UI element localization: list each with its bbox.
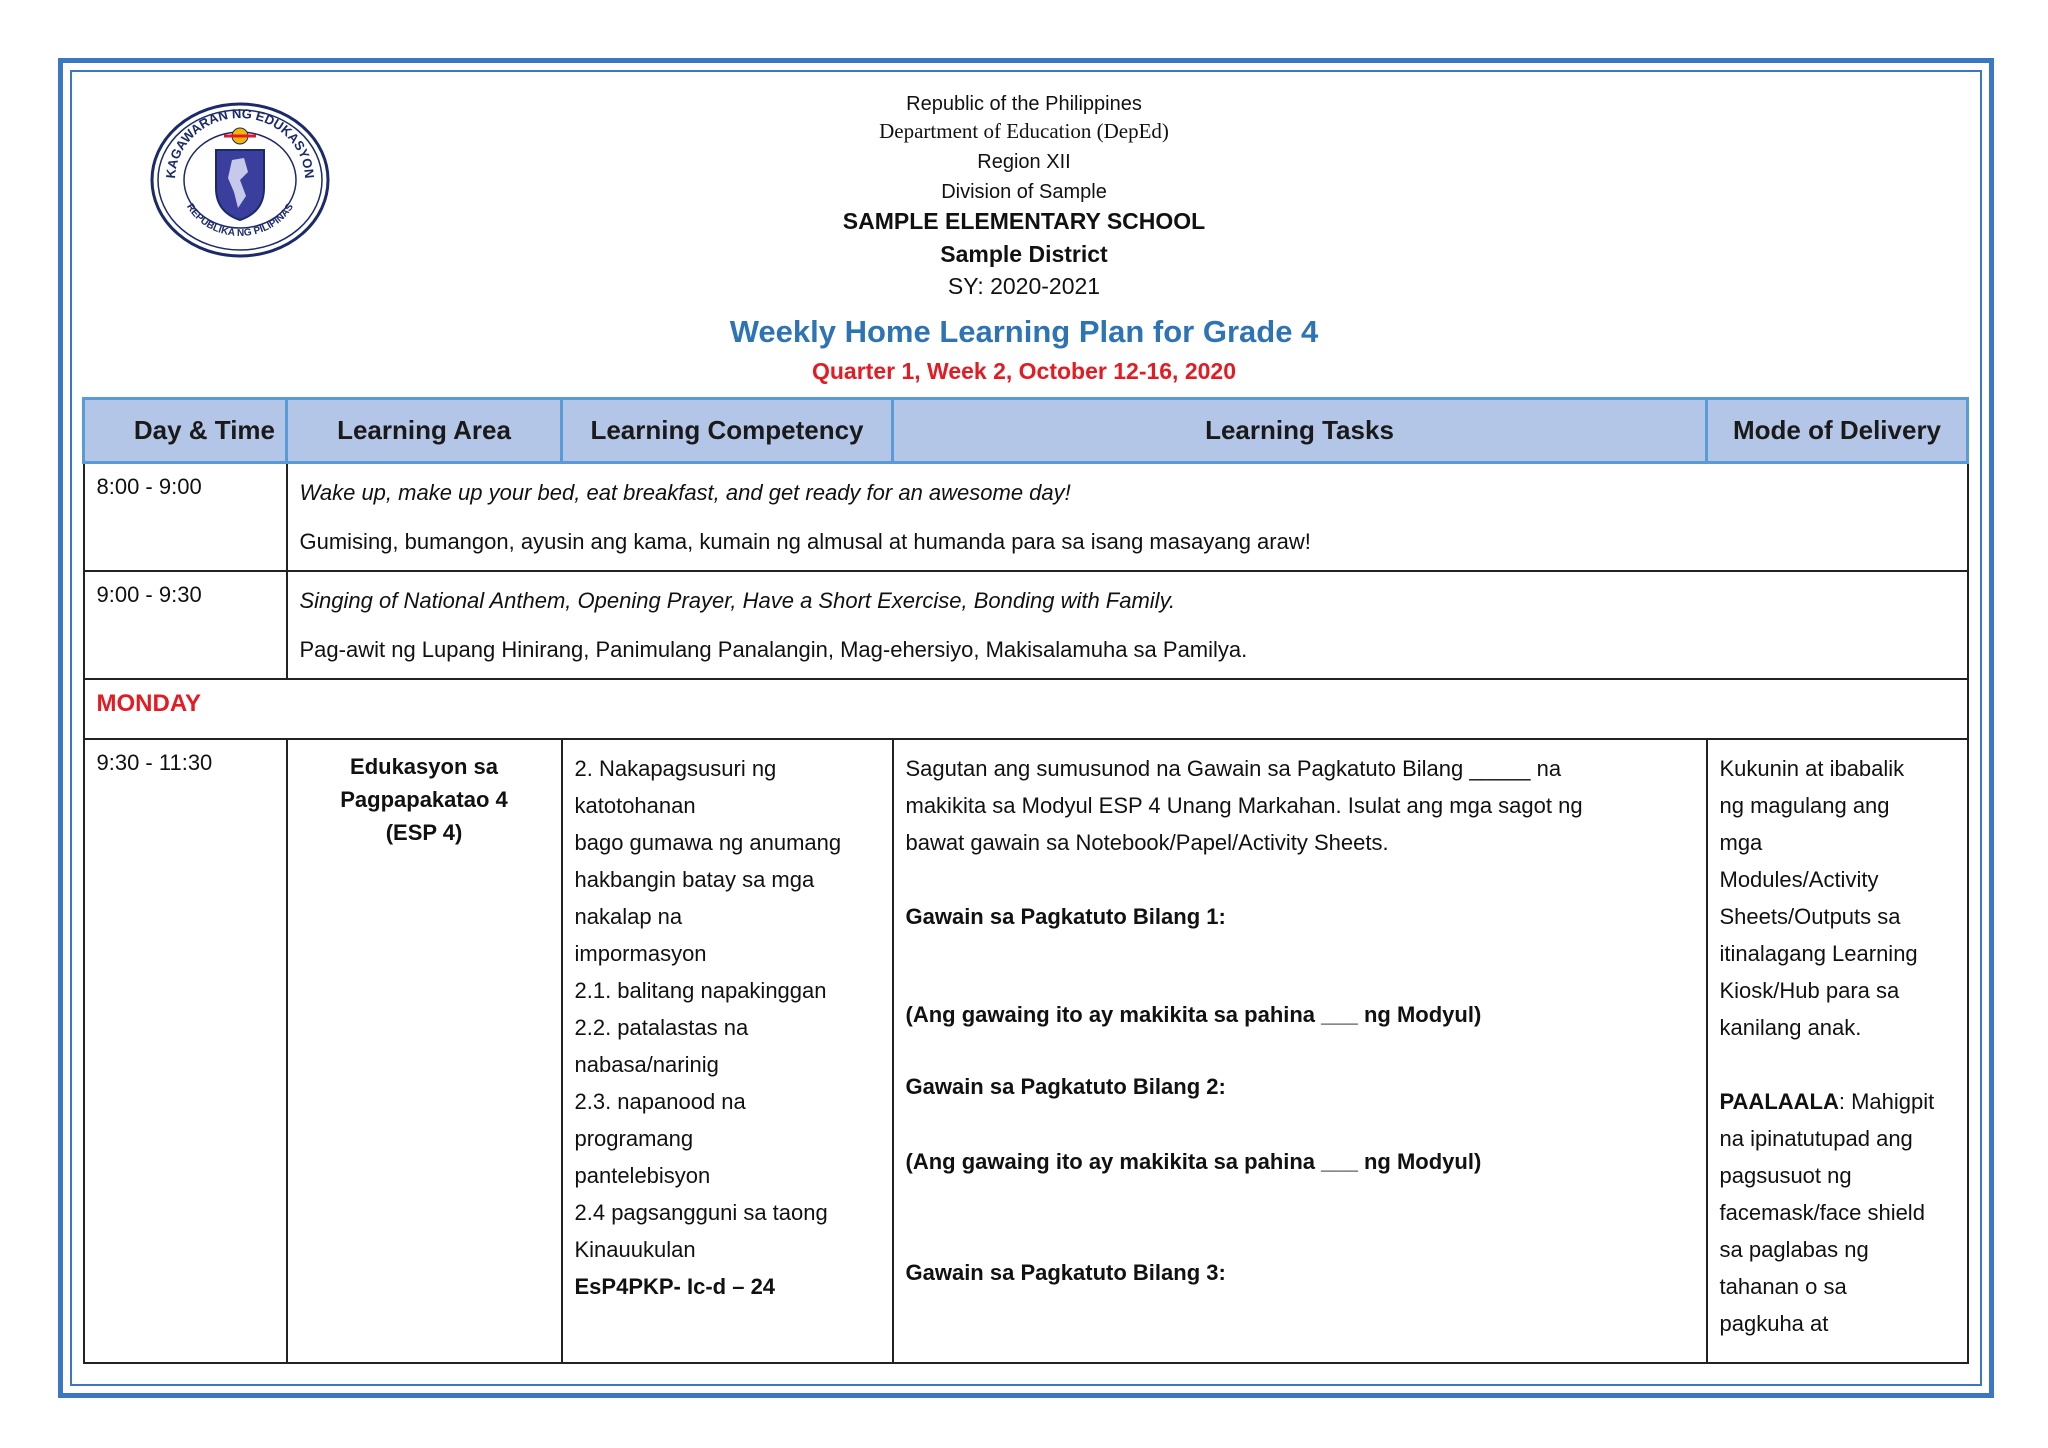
- activity-cell: [287, 571, 1968, 679]
- competency-line: Kinauukulan: [574, 1237, 696, 1262]
- header-region: Region XII: [977, 151, 1071, 173]
- table-row: [84, 679, 1968, 739]
- learning-plan-table: [82, 397, 1969, 1364]
- header-school-name: SAMPLE ELEMENTARY SCHOOL: [842, 208, 1206, 234]
- competency-line: 2.3. napanood na: [574, 1089, 746, 1114]
- header-school-year: SY: 2020-2021: [947, 273, 1101, 299]
- header-republic: Republic of the Philippines: [906, 93, 1142, 115]
- paalaala-line: pagsusuot ng: [1719, 1163, 1852, 1188]
- gawain-1-note: (Ang gawaing ito ay makikita sa pahina ___ ng Modyul): [905, 1002, 1482, 1027]
- table-header-row: [84, 399, 1968, 463]
- learning-tasks-cell: [893, 739, 1707, 1363]
- tasks-intro-line: bawat gawain sa Notebook/Papel/Activity Sheets.: [905, 830, 1389, 855]
- learning-area-cell: [287, 739, 562, 1363]
- header-department: Department of Education (DepEd): [879, 119, 1169, 143]
- seal-top-text: KAGAWARAN NG EDUKASYON: [162, 105, 318, 180]
- time-cell: 8:00 - 9:00: [84, 463, 287, 572]
- gawain-2-heading: Gawain sa Pagkatuto Bilang 2:: [905, 1074, 1226, 1099]
- delivery-line: itinalagang Learning: [1719, 941, 1918, 966]
- table-row: [84, 463, 1968, 572]
- day-label: MONDAY: [84, 679, 1968, 739]
- delivery-line: Kiosk/Hub para sa: [1719, 978, 1900, 1003]
- competency-line: bago gumawa ng anumang: [574, 830, 842, 855]
- competency-line: 2. Nakapagsusuri ng: [574, 756, 777, 781]
- competency-line: 2.1. balitang napakinggan: [574, 978, 827, 1003]
- header-learning-competency: Learning Competency: [562, 399, 893, 463]
- header-mode-of-delivery: Mode of Delivery: [1707, 399, 1968, 463]
- competency-line: katotohanan: [574, 793, 696, 818]
- gawain-2-note: (Ang gawaing ito ay makikita sa pahina ___ ng Modyul): [905, 1149, 1482, 1174]
- delivery-line: Kukunin at ibabalik: [1719, 756, 1905, 781]
- mode-of-delivery-cell: [1707, 739, 1968, 1363]
- activity-filipino: Pag-awit ng Lupang Hinirang, Panimulang Panalangin, Mag-ehersiyo, Makisalamuha sa Pamilya.: [299, 637, 1248, 662]
- paalaala-label: PAALAALA: [1719, 1089, 1839, 1114]
- header-learning-area: Learning Area: [287, 399, 562, 463]
- competency-line: impormasyon: [574, 941, 707, 966]
- competency-line: nabasa/narinig: [574, 1052, 719, 1077]
- paalaala-line: tahanan o sa: [1719, 1274, 1847, 1299]
- learning-area-line: (ESP 4): [385, 820, 463, 845]
- competency-line: 2.2. patalastas na: [574, 1015, 749, 1040]
- paalaala-line: [1720, 1083, 1955, 1120]
- header-learning-tasks: Learning Tasks: [893, 399, 1707, 463]
- paalaala-text: : Mahigpit: [1838, 1089, 1935, 1114]
- competency-line: 2.4 pagsangguni sa taong: [574, 1200, 828, 1225]
- activity-english: Wake up, make up your bed, eat breakfast, and get ready for an awesome day!: [299, 480, 1071, 505]
- competency-line: programang: [574, 1126, 694, 1151]
- learning-area-line: Edukasyon sa: [350, 754, 498, 779]
- table-row: [84, 739, 1968, 1363]
- competency-cell: [562, 739, 893, 1363]
- tasks-intro-line: makikita sa Modyul ESP 4 Unang Markahan. Isulat ang mga sagot ng: [905, 793, 1583, 818]
- time-cell: 9:00 - 9:30: [84, 571, 287, 679]
- delivery-line: kanilang anak.: [1719, 1015, 1862, 1040]
- competency-code: EsP4PKP- Ic-d – 24: [574, 1274, 776, 1299]
- activity-cell: [287, 463, 1968, 572]
- document-subtitle: Quarter 1, Week 2, October 12-16, 2020: [811, 358, 1237, 384]
- activity-english: Singing of National Anthem, Opening Prayer, Have a Short Exercise, Bonding with Family.: [299, 588, 1176, 613]
- paalaala-line: na ipinatutupad ang: [1719, 1126, 1913, 1151]
- paalaala-line: sa paglabas ng: [1719, 1237, 1869, 1262]
- competency-line: nakalap na: [574, 904, 683, 929]
- header-district: Sample District: [940, 241, 1108, 267]
- activity-filipino: Gumising, bumangon, ayusin ang kama, kumain ng almusal at humanda para sa isang masayang araw!: [299, 529, 1311, 554]
- tasks-intro-line: Sagutan ang sumusunod na Gawain sa Pagkatuto Bilang _____ na: [905, 756, 1562, 781]
- delivery-line: Modules/Activity: [1719, 867, 1879, 892]
- gawain-3-heading: Gawain sa Pagkatuto Bilang 3:: [905, 1260, 1226, 1285]
- learning-area-line: Pagpapakatao 4: [340, 787, 508, 812]
- competency-line: pantelebisyon: [574, 1163, 711, 1188]
- paalaala-line: pagkuha at: [1719, 1311, 1829, 1336]
- document-title: Weekly Home Learning Plan for Grade 4: [729, 314, 1319, 349]
- delivery-line: ng magulang ang: [1719, 793, 1890, 818]
- delivery-line: Sheets/Outputs sa: [1719, 904, 1901, 929]
- paalaala-line: facemask/face shield: [1719, 1200, 1925, 1225]
- competency-line: hakbangin batay sa mga: [574, 867, 815, 892]
- time-cell: 9:30 - 11:30: [84, 739, 287, 1363]
- table-row: [84, 571, 1968, 679]
- header-division: Division of Sample: [941, 181, 1107, 203]
- delivery-line: mga: [1719, 830, 1763, 855]
- gawain-1-heading: Gawain sa Pagkatuto Bilang 1:: [905, 904, 1226, 929]
- seal-bottom-text: REPUBLIKA NG PILIPINAS: [184, 201, 296, 239]
- header-day-time: Day & Time: [84, 399, 287, 463]
